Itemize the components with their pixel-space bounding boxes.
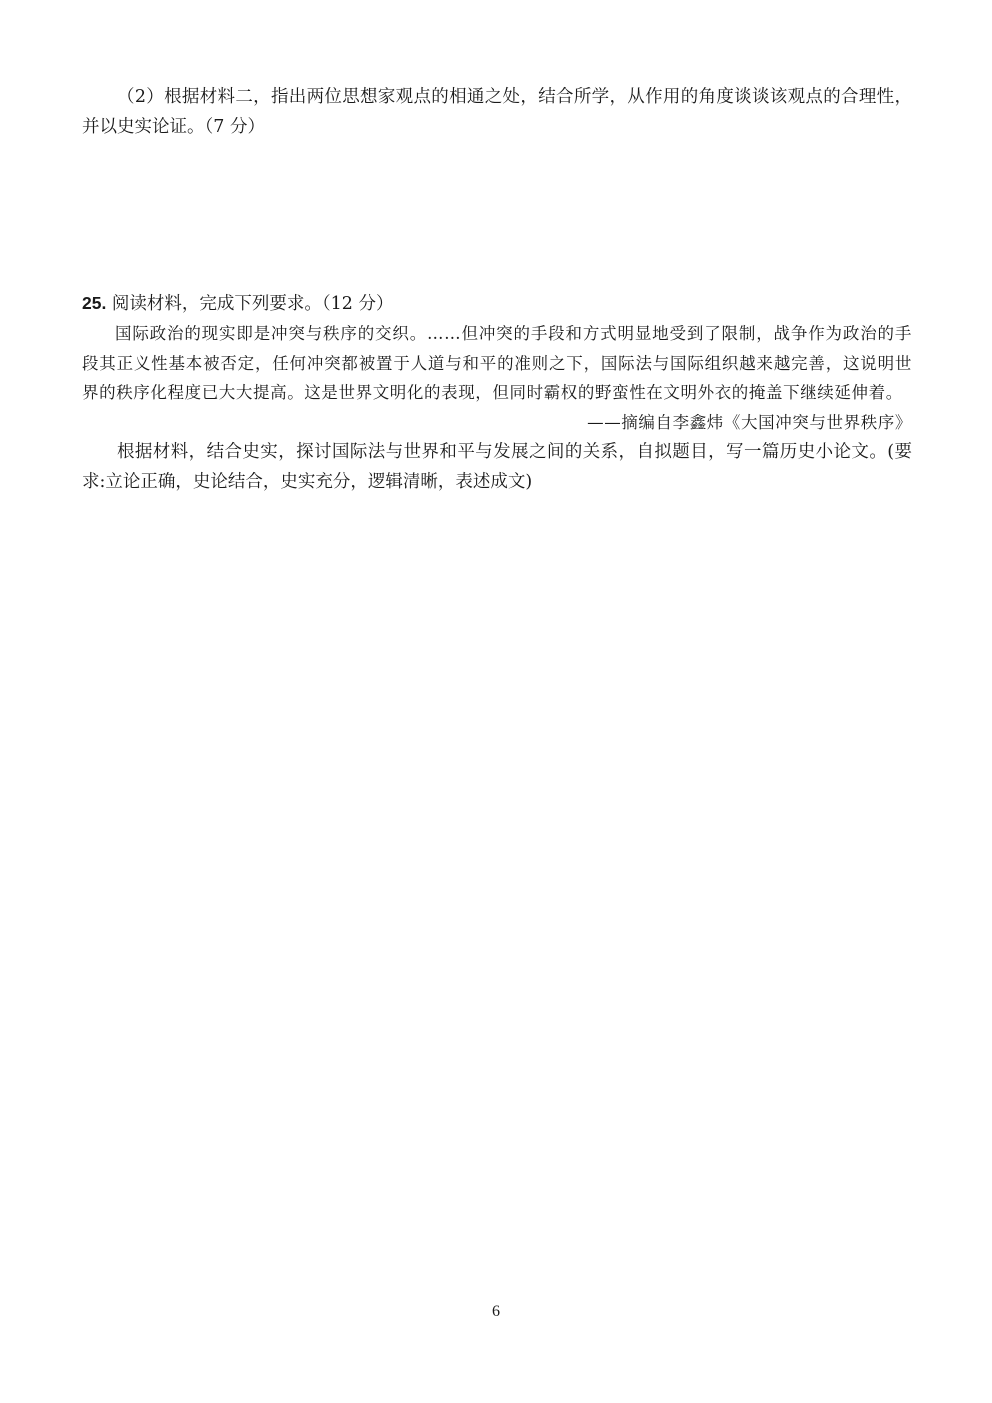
question-24-part-2 <box>82 82 912 142</box>
question-25 <box>82 288 912 497</box>
question-25-task: 根据材料，结合史实，探讨国际法与世界和平与发展之间的关系，自拟题目，写一篇历史小论文。(要求:立论正确，史论结合，史实充分，逻辑清晰，表述成文) <box>82 442 912 492</box>
question-25-heading <box>82 288 912 319</box>
question-24-part-2-text: （2）根据材料二，指出两位思想家观点的相通之处，结合所学，从作用的角度谈谈该观点的合理性，并以史实论证。（7 分） <box>82 87 912 137</box>
question-number: 25. <box>82 293 107 313</box>
page-number: 6 <box>492 1303 500 1320</box>
material-source: ——摘编自李鑫炜《大国冲突与世界秩序》 <box>587 412 912 432</box>
question-heading-text: 阅读材料，完成下列要求。（12 分） <box>106 294 394 314</box>
material-passage: 国际政治的现实即是冲突与秩序的交织。……但冲突的手段和方式明显地受到了限制，战争作为政治的手段其正义性基本被否定，任何冲突都被置于人道与和平的准则之下，国际法与国际组织越来越完善，这说明世界的秩序化程度已大大提高。这是世界文明化的表现，但同时霸权的野蛮性在文明外衣的掩盖下继续延伸着。 <box>82 324 912 402</box>
